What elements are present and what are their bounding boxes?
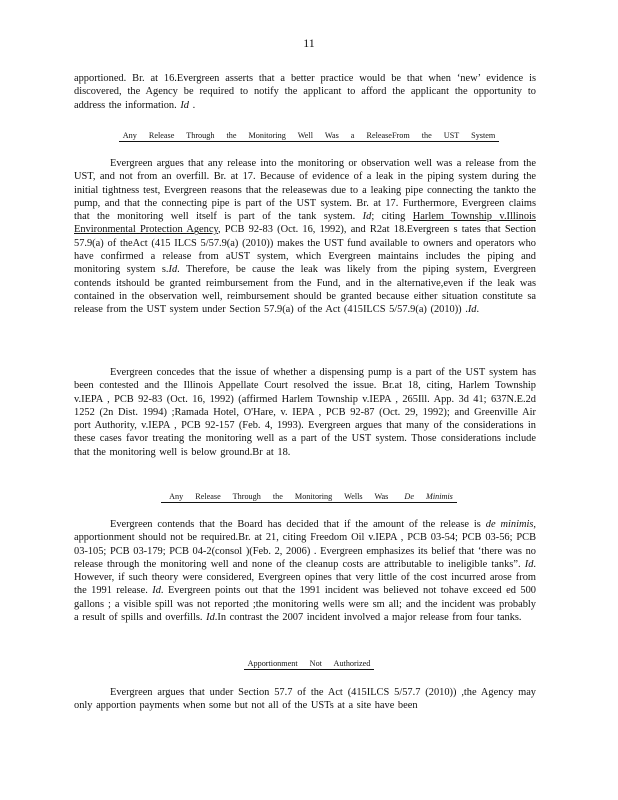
paragraph-text: Evergreen argues that any release into the monitoring or observation well was a release from the UST, and not from an overfill. Br. at 17. Because of evidence of a leak in the piping system during the initial tightness test, Evergreen reasons that the releasewas due to a leaking pipe connecting the tankto the pump, and that the connecting pipe is part of the UST system. Br. at 17. Furthermore, Evergreen claims that the monitoring well itself is part of the tank system. [74, 158, 536, 223]
paragraph-text: Evergreen argues that under Section 57.7 of the Act (415ILCS 5/57.7 (2010)) ,the Agency may only apportion payments when some but not all of the USTs at a site have been [74, 687, 536, 712]
id-citation: Id [467, 304, 477, 316]
heading-text: Apportionment Not Authorized [244, 659, 375, 670]
case-citation: Harlem Township v.Illinois Environmental Protection Agency [74, 211, 536, 236]
paragraph-apportionment-continued: apportioned. Br. at 16.Evergreen asserts that a better practice would be that when ‘new’ evidence is discovered, the Agency be required to notify the applicant to afford the applicant the opportunity to address the information. Id . [74, 73, 536, 111]
heading-text: Any Release Through the Monitoring Well Was a ReleaseFrom the UST System [119, 131, 500, 142]
paragraph-text: , PCB 92-83 (Oct. 16, 1992), and R2at 18.Evergreen s tates that Section 57.9(a) of theAct (415 ILCS 5/57.9(a) (2010)) makes the UST fund available to owners and operators who have confirmed a release from aUST system, which Evergreen maintains includes the piping and monitoring system s. [74, 224, 536, 276]
page-number: 11 [303, 36, 315, 50]
paragraph-release-argument: Evergreen argues that any release into the monitoring or observation well was a release from the UST, and not from an overfill. Br. at 17. Because of evidence of a leak in the piping system during the initial tightness test, Evergreen reasons that the releasewas due to a leaking pipe connecting the tankto the pump, and that the connecting pipe is part of the UST system. Br. at 17. Furthermore, Evergreen claims that the monitoring well itself is part of the tank system. Id; citing Harlem Township v.Illinois Environmental Protection Agency, PCB 92-83 (Oct. 16, 1992), and R2at 18.Evergreen s tates that Section 57.9(a) of theAct (415 ILCS 5/57.9(a) (2010)) makes the UST fund available to owners and operators who have confirmed a release from aUST system, which Evergreen maintains includes the piping and monitoring system s.Id. Therefore, be cause the leak was likely from the piping system, Evergreen contends itshould be granted reimbursement from the Fund, and in the alternative,even if the leak was contained in the observation well, reimbursement should be granted because either situation constitute sa release from the UST system under Section 57.9(a) of the Act (415ILCS 5/57.9(a) (2010)) .Id. [74, 158, 536, 316]
paragraph-text: . Therefore, be cause the leak was likely from the piping system, Evergreen contends itshould be granted reimbursement from the Fund, and in the alternative,even if the leak was contained in the observation well, reimbursement should be granted because either situation constitute sa release from the UST system under Section 57.9(a) of the Act (415ILCS 5/57.9(a) (2010)) . [74, 264, 536, 316]
paragraph-text: Evergreen concedes that the issue of whether a dispensing pump is a part of the UST system has been contested and the Illinois Appellate Court resolved the issue. Br.at 18, citing, Harlem Township v.IEPA , PCB 92-83 (Oct. 16, 1992) (affirmed Harlem Township v.IEPA , 265Ill. App. 3d 41; 637N.E.2d 1252 (2n Dist. 1994) ;Ramada Hotel, O'Hare, v. IEPA , PCB 92-87 (Oct. 29, 1992); and Greenville Air port Authority, v.IEPA , PCB 92-157 (Feb. 4, 1993). Evergreen argues that many of the considerations in these cases favor treating the monitoring well as a part of the UST system. Those considerations include that the monitoring well is below ground.Br at 18. [74, 367, 536, 458]
paragraph-text: . However, if such theory were considered, Evergreen opines that very little of the cost incurred arose from the 1991 release. [74, 558, 536, 597]
section-heading-de-minimis [0, 492, 618, 501]
id-citation: Id [168, 264, 178, 276]
paragraph-text: apportioned. Br. at 16.Evergreen asserts that a better practice would be that when ‘new’ evidence is discovered, the Agency be required to notify the applicant to afford the applicant the opportunity to address the information. [74, 73, 536, 111]
section-heading-release-from-ust [0, 131, 618, 140]
id-citation: Id [180, 99, 189, 111]
id-citation: Id [152, 585, 161, 597]
paragraph-text: Evergreen contends that the Board has decided that if the amount of the release is [110, 519, 481, 530]
id-citation: Id [206, 612, 215, 624]
paragraph-apportionment-argument [74, 686, 536, 713]
section-heading-apportionment [0, 659, 618, 668]
paragraph-dispensing-pump [74, 366, 536, 459]
id-citation: Id [524, 558, 534, 570]
paragraph-text: . Evergreen points out that the 1991 incident was believed not tohave exceed ed 500 gallons ; a visible spill was not reported ;the monitoring wells were sm all; and the incident was probably a result of spills and overfills. [74, 585, 537, 624]
paragraph-text: ; citing [371, 211, 406, 223]
heading-italic: De Minimis [404, 492, 453, 501]
de-minimis-term: de minimis [485, 519, 534, 530]
paragraph-text: .In contrast the 2007 incident involved a major release from four tanks. [214, 612, 522, 624]
id-citation: Id [362, 211, 372, 223]
paragraph-text: , apportionment should not be required.Br. at 21, citing Freedom Oil v.IEPA , PCB 03-54; PCB 03-56; PCB 03-105; PCB 03-179; PCB 04-2(consol )(Feb. 2, 2006) . Evergreen emphasizes its belief that ‘there was no release through the monitoring well and none of the cleanup costs are attributable to ineligible tanks”. [74, 519, 536, 570]
paragraph-de-minimis-argument [74, 518, 536, 624]
heading-text: Any Release Through the Monitoring Wells Was [165, 492, 392, 503]
